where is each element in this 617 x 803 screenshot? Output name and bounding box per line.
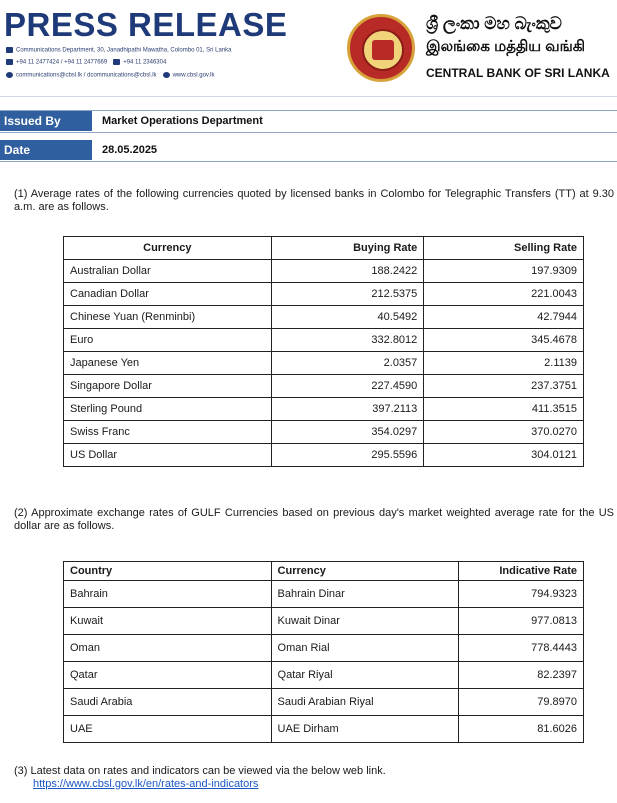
seal-inner — [362, 29, 404, 71]
country-cell: Oman — [64, 635, 272, 662]
table-row — [64, 689, 584, 716]
bank-name-sinhala: ශ්‍රී ලංකා මහ බැංකුව — [426, 14, 562, 33]
currency-cell: Canadian Dollar — [64, 283, 272, 306]
phone-icon — [6, 59, 13, 65]
building-icon — [6, 47, 13, 53]
col-header-indicative-rate: Indicative Rate — [459, 562, 584, 581]
table-row — [64, 260, 584, 283]
indicative-rate-cell: 794.9323 — [459, 581, 584, 608]
section2-text: (2) Approximate exchange rates of GULF Currencies based on previous day's market weighted average rate for the US dollar are as follows. — [14, 507, 614, 532]
table-row — [64, 421, 584, 444]
buying-rate-cell: 227.4590 — [271, 375, 424, 398]
table-row — [64, 398, 584, 421]
info-rule-mid — [0, 132, 617, 133]
issued-by-label: Issued By — [0, 111, 92, 131]
country-cell: Bahrain — [64, 581, 272, 608]
buying-rate-cell: 188.2422 — [271, 260, 424, 283]
indicative-rate-cell: 977.0813 — [459, 608, 584, 635]
currency-cell: Sterling Pound — [64, 398, 272, 421]
currency-cell: Japanese Yen — [64, 352, 272, 375]
selling-rate-cell: 370.0270 — [424, 421, 584, 444]
date-value: 28.05.2025 — [102, 144, 158, 156]
selling-rate-cell: 345.4678 — [424, 329, 584, 352]
buying-rate-cell: 40.5492 — [271, 306, 424, 329]
selling-rate-cell: 197.9309 — [424, 260, 584, 283]
buying-rate-cell: 2.0357 — [271, 352, 424, 375]
currency-cell: Euro — [64, 329, 272, 352]
rates-indicators-link[interactable]: https://www.cbsl.gov.lk/en/rates-and-indicators — [33, 778, 259, 790]
table-row — [64, 662, 584, 689]
selling-rate-cell: 221.0043 — [424, 283, 584, 306]
table-row — [64, 329, 584, 352]
fax-text: +94 11 2346304 — [123, 59, 167, 66]
info-rule-top — [0, 110, 617, 111]
table-row — [64, 375, 584, 398]
currency-cell: Qatar Riyal — [271, 662, 459, 689]
website-text[interactable]: www.cbsl.gov.lk — [172, 72, 215, 79]
currency-cell: Singapore Dollar — [64, 375, 272, 398]
country-cell: Saudi Arabia — [64, 689, 272, 716]
buying-rate-cell: 332.8012 — [271, 329, 424, 352]
currency-cell: Swiss Franc — [64, 421, 272, 444]
country-cell: UAE — [64, 716, 272, 743]
table-row — [64, 608, 584, 635]
selling-rate-cell: 411.3515 — [424, 398, 584, 421]
indicative-rate-cell: 778.4443 — [459, 635, 584, 662]
col-header-selling: Selling Rate — [424, 237, 584, 260]
seal-emblem — [372, 40, 394, 60]
col-header-currency: Currency — [271, 562, 459, 581]
buying-rate-cell: 212.5375 — [271, 283, 424, 306]
table-row — [64, 581, 584, 608]
col-header-country: Country — [64, 562, 272, 581]
address-text: Communications Department, 30, Janadhipathi Mawatha, Colombo 01, Sri Lanka — [16, 47, 232, 54]
section3-text: (3) Latest data on rates and indicators can be viewed via the below web link. — [14, 765, 386, 777]
indicative-rate-cell: 82.2397 — [459, 662, 584, 689]
currency-cell: Saudi Arabian Riyal — [271, 689, 459, 716]
bank-name-tamil: இலங்கை மத்திய வங்கி — [426, 38, 586, 55]
col-header-currency: Currency — [64, 237, 272, 260]
email-line — [6, 72, 214, 79]
table-header-row — [64, 237, 584, 260]
gulf-rates-table — [63, 561, 584, 743]
globe-icon — [163, 72, 170, 78]
phone-text: +94 11 2477424 / +94 11 2477669 — [16, 59, 108, 66]
section1-text: (1) Average rates of the following currencies quoted by licensed banks in Colombo for Telegraphic Transfers (TT) at 9.30 a.m. are as follows. — [14, 188, 614, 213]
bank-name-english: CENTRAL BANK OF SRI LANKA — [426, 66, 610, 80]
address-line — [6, 47, 231, 54]
currency-cell: Bahrain Dinar — [271, 581, 459, 608]
selling-rate-cell: 304.0121 — [424, 444, 584, 467]
table-row — [64, 306, 584, 329]
buying-rate-cell: 397.2113 — [271, 398, 424, 421]
country-cell: Kuwait — [64, 608, 272, 635]
table-header-row — [64, 562, 584, 581]
col-header-buying: Buying Rate — [271, 237, 424, 260]
country-cell: Qatar — [64, 662, 272, 689]
issued-by-value: Market Operations Department — [102, 115, 263, 127]
buying-rate-cell: 354.0297 — [271, 421, 424, 444]
email-icon — [6, 72, 13, 78]
currency-cell: Oman Rial — [271, 635, 459, 662]
indicative-rate-cell: 79.8970 — [459, 689, 584, 716]
press-release-title: PRESS RELEASE — [4, 6, 288, 43]
table-row — [64, 283, 584, 306]
phone-line — [6, 59, 166, 66]
email-text[interactable]: communications@cbsl.lk / dcommunications@cbsl.lk — [16, 72, 157, 79]
tt-rates-table — [63, 236, 584, 467]
header-divider — [0, 96, 617, 97]
info-rule-bottom — [0, 161, 617, 162]
selling-rate-cell: 237.3751 — [424, 375, 584, 398]
date-label: Date — [0, 140, 92, 160]
cbsl-seal-logo — [347, 14, 415, 82]
indicative-rate-cell: 81.6026 — [459, 716, 584, 743]
currency-cell: UAE Dirham — [271, 716, 459, 743]
table-row — [64, 444, 584, 467]
currency-cell: US Dollar — [64, 444, 272, 467]
selling-rate-cell: 2.1139 — [424, 352, 584, 375]
table-row — [64, 716, 584, 743]
currency-cell: Kuwait Dinar — [271, 608, 459, 635]
currency-cell: Chinese Yuan (Renminbi) — [64, 306, 272, 329]
buying-rate-cell: 295.5596 — [271, 444, 424, 467]
fax-icon — [113, 59, 120, 65]
table-row — [64, 635, 584, 662]
selling-rate-cell: 42.7944 — [424, 306, 584, 329]
table-row — [64, 352, 584, 375]
currency-cell: Australian Dollar — [64, 260, 272, 283]
